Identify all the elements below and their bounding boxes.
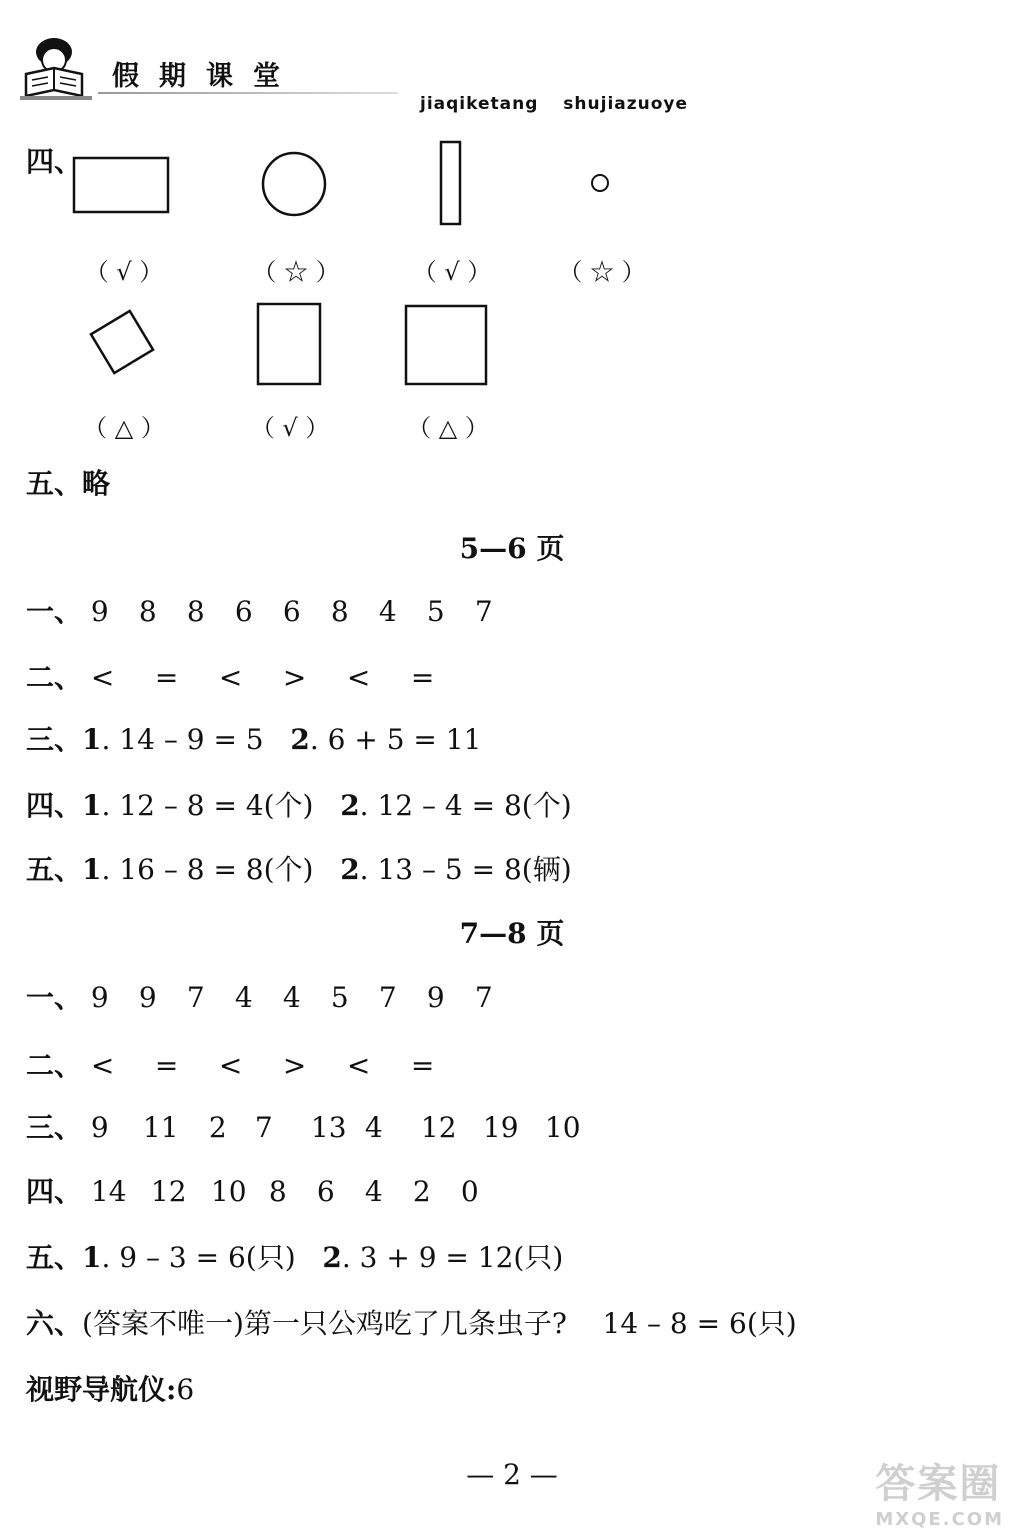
s78-q5-line: 五、1. 9 – 3 = 6(只) 2. 3 + 9 = 12(只): [26, 1241, 564, 1274]
watermark: [875, 1452, 1004, 1530]
q4-shapes-label: 四、: [26, 145, 83, 178]
watermark-main: 答案圈: [875, 1461, 1002, 1507]
tilted-square-shape: [82, 304, 162, 384]
s56-q4-line: 四、1. 12 – 8 = 4(个) 2. 12 – 4 = 8(个): [26, 789, 572, 822]
watermark-sub: MXQE.COM: [875, 1509, 1004, 1530]
rectangle-shape: [72, 156, 172, 216]
mark-upright-rectangle: （ √ ）: [250, 414, 330, 442]
s78-q6-line: 六、(答案不唯一)第一只公鸡吃了几条虫子? 14 – 8 = 6(只): [26, 1307, 797, 1340]
small-circle-shape: [588, 171, 612, 195]
mark-tall-rectangle: （ √ ）: [412, 258, 492, 286]
header: [20, 30, 760, 120]
mark-circle: （ ☆ ）: [252, 258, 340, 286]
section-title-5-6: 5—6 页: [459, 532, 565, 565]
circle-shape: [258, 148, 332, 222]
tall-rectangle-shape: [438, 140, 466, 228]
s78-q2-line: 二、 < = < > < =: [26, 1049, 435, 1082]
mark-rectangle: （ √ ）: [84, 258, 164, 286]
s56-q2-line: 二、 < = < > < =: [26, 661, 435, 694]
mark-small-circle: （ ☆ ）: [558, 258, 646, 286]
s56-q1-line: 一、 9 8 8 6 6 8 4 5 7: [26, 595, 493, 628]
mark-tilted-square: （ △ ）: [83, 414, 165, 442]
extra-line: 视野导航仪:6: [26, 1373, 195, 1406]
s78-q1-line: 一、 9 9 7 4 4 5 7 9 7: [26, 981, 493, 1014]
page-number: — 2 —: [466, 1458, 558, 1491]
s78-q4-line: 四、 14 12 10 8 6 4 2 0: [26, 1175, 479, 1208]
square-shape: [402, 302, 492, 390]
section-title-7-8: 7—8 页: [459, 917, 565, 950]
pinyin-subtitle: jiaqiketang shujiazuoye: [420, 94, 689, 114]
reading-child-logo-icon: [20, 30, 92, 102]
s78-q3-line: 三、 9 11 2 7 13 4 12 19 10: [26, 1111, 581, 1144]
q5-line: 五、略: [26, 467, 111, 500]
brand-title: 假期课堂: [112, 61, 300, 92]
mark-square: （ △ ）: [407, 414, 489, 442]
header-rule: [98, 92, 398, 94]
upright-rectangle-shape: [254, 300, 326, 390]
s56-q5-line: 五、1. 16 – 8 = 8(个) 2. 13 – 5 = 8(辆): [26, 853, 572, 886]
s56-q3-line: 三、1. 14 – 9 = 5 2. 6 + 5 = 11: [26, 723, 482, 756]
